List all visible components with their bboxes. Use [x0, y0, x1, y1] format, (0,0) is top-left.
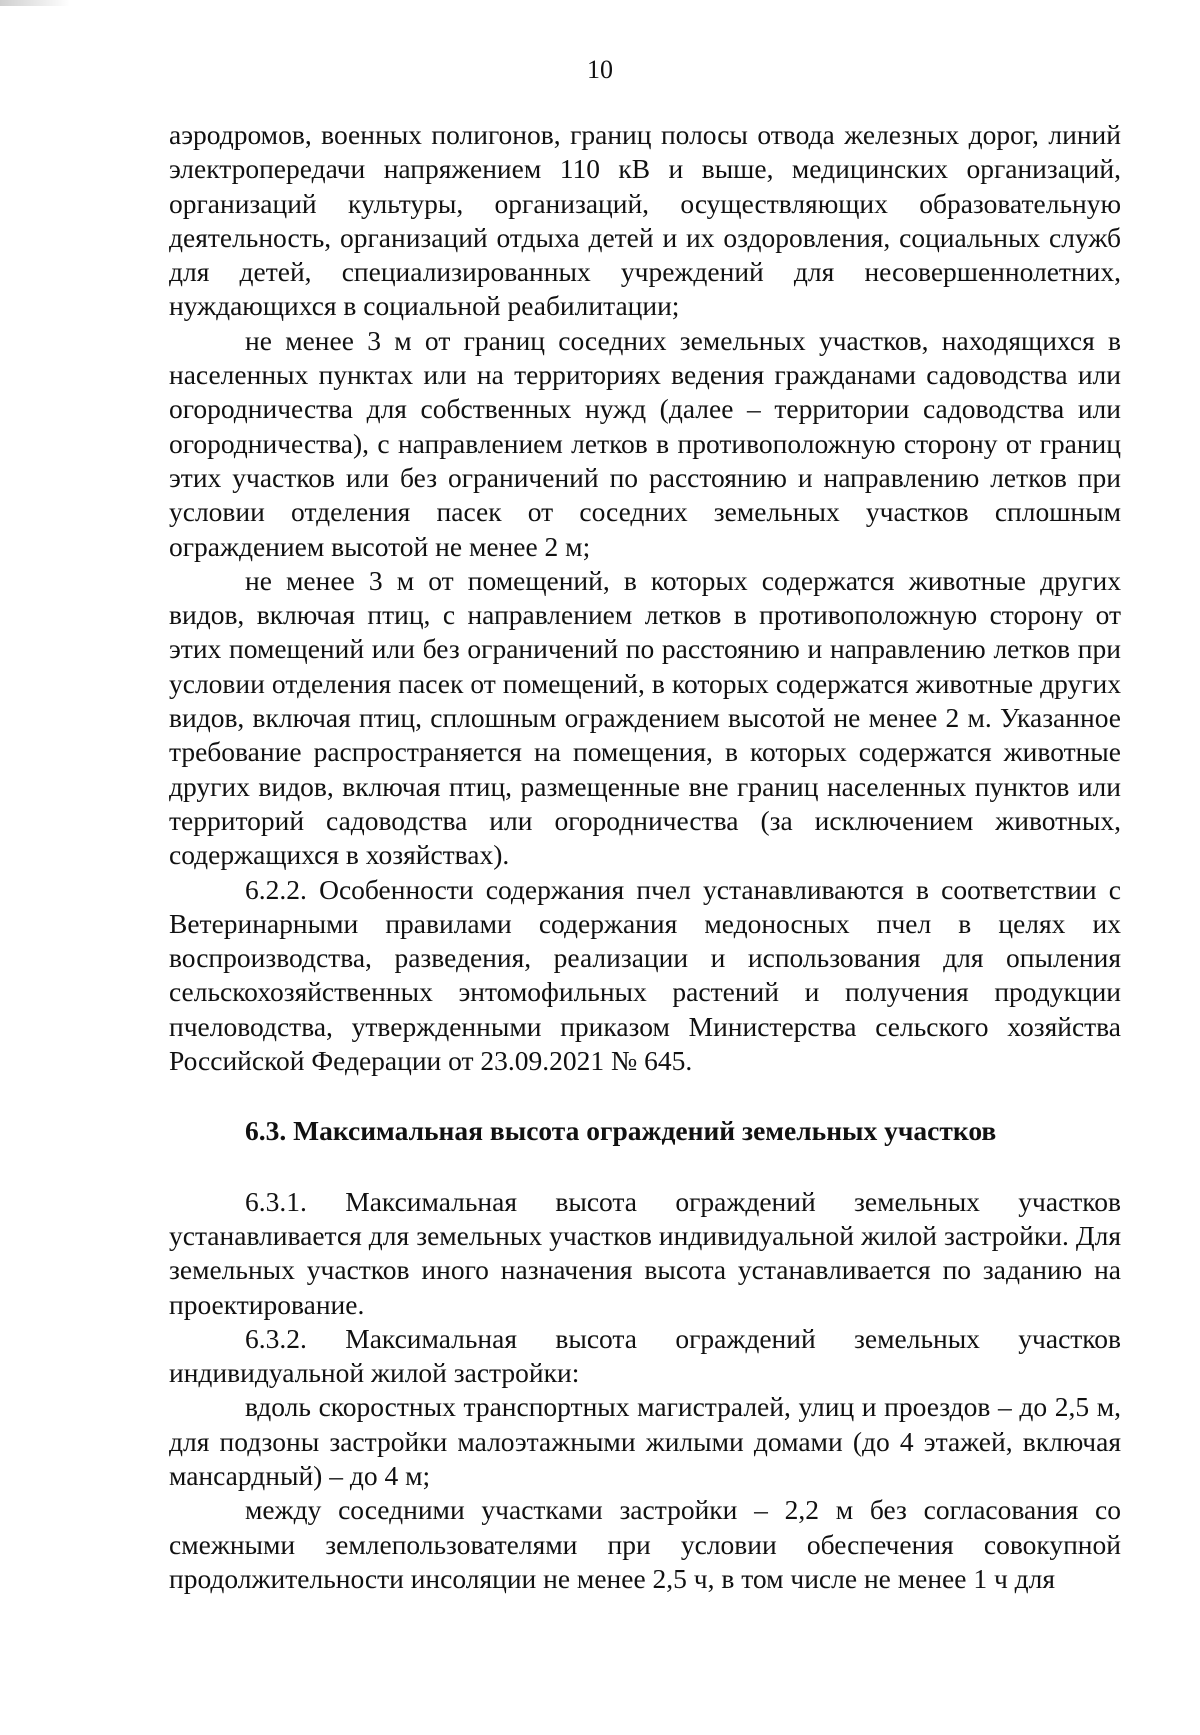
paragraph: вдоль скоростных транспортных магистралей, улиц и проездов – до 2,5 м, для подзоны застройки малоэтажными жилыми домами (до 4 этажей, включая мансардный) – до 4 м; [169, 1391, 1121, 1491]
scan-artifact [0, 0, 70, 6]
paragraph-6-3-1: 6.3.1. Максимальная высота ограждений земельных участков устанавливается для земельных участков индивидуальной жилой застройки. Для земельных участков иного назначения высота устанавливается по заданию на проектирование. [169, 1185, 1121, 1320]
document-body [169, 118, 1121, 1596]
section-heading: 6.3. Максимальная высота ограждений земельных участков [245, 1115, 997, 1147]
paragraph-6-3-2: 6.3.2. Максимальная высота ограждений земельных участков индивидуальной жилой застройки: [169, 1322, 1121, 1389]
paragraph-continued: аэродромов, военных полигонов, границ полосы отвода железных дорог, линий электропередачи напряжением 110 кВ и выше, медицинских организаций, организаций культуры, организаций, осуществляющих образовательную деятельность, организаций отдыха детей и их оздоровления, социальных служб для детей, специализированных учреждений для несовершеннолетних, нуждающихся в социальной реабилитации; [169, 119, 1121, 322]
spacer [169, 1078, 1121, 1114]
paragraph: между соседними участками застройки – 2,2 м без согласования со смежными землепользователями при условии обеспечения совокупной продолжительности инсоляции не менее 2,5 ч, в том числе не менее 1 ч для [169, 1494, 1121, 1594]
paragraph-6-2-2: 6.2.2. Особенности содержания пчел устанавливаются в соответствии с Ветеринарными правилами содержания медоносных пчел в целях их воспроизводства, разведения, реализации и использования для опыления сельскохозяйственных энтомофильных растений и получения продукции пчеловодства, утвержденными приказом Министерства сельского хозяйства Российской Федерации от 23.09.2021 № 645. [169, 873, 1121, 1077]
page-number: 10 [587, 55, 613, 84]
paragraph: не менее 3 м от помещений, в которых содержатся животные других видов, включая птиц, с направлением летков в противоположную сторону от этих помещений или без ограничений по расстоянию и направлению летков при условии отделения пасек от помещений, в которых содержатся животные других видов, включая птиц, сплошным ограждением высотой не менее 2 м. Указанное требование распространяется на помещения, в которых содержатся животные других видов, включая птиц, размещенные вне границ населенных пунктов или территорий садоводства или огородничества (за исключением животных, содержащихся в хозяйствах). [169, 564, 1121, 871]
paragraph: не менее 3 м от границ соседних земельных участков, находящихся в населенных пунктах или на территориях ведения гражданами садоводства или огородничества для собственных нужд (далее – территории садоводства или огородничества), с направлением летков в противоположную сторону от границ этих участков или без ограничений по расстоянию и направлению летков при условии отделения пасек от соседних земельных участков сплошным ограждением высотой не менее 2 м; [169, 324, 1121, 562]
spacer [169, 1149, 1121, 1185]
